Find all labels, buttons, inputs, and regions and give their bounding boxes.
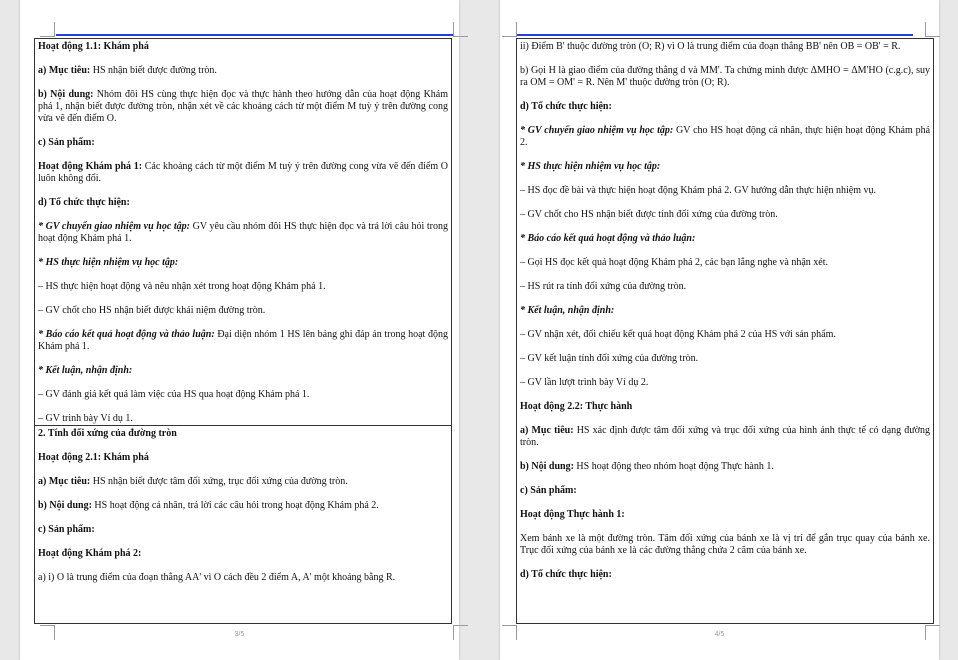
paragraph	[520, 401, 930, 413]
paragraph-text: – Gọi HS đọc kết quả hoạt động Khám phá 2, các bạn lắng nghe và nhận xét.	[520, 257, 828, 268]
paragraph	[38, 476, 448, 488]
paragraph-text: – HS thực hiện hoạt động và nêu nhận xét trong hoạt động Khám phá 1.	[38, 281, 326, 292]
paragraph-text: – GV chốt cho HS nhận biết được khái niệm đường tròn.	[38, 305, 266, 316]
paragraph	[38, 281, 448, 293]
content-table	[516, 38, 934, 624]
paragraph	[38, 257, 448, 269]
table-cell	[517, 39, 933, 581]
paragraph-text: HS hoạt động cá nhân, trả lời các câu hỏi trong hoạt động Khám phá 2.	[91, 500, 379, 511]
paragraph-label: c) Sản phẩm:	[38, 137, 95, 148]
paragraph	[520, 41, 930, 53]
header-rule	[516, 34, 913, 36]
paragraph	[38, 305, 448, 317]
paragraph	[38, 548, 448, 560]
table-cell	[35, 425, 451, 584]
table-cell	[35, 39, 451, 425]
paragraph-text: – HS đọc đề bài và thực hiện hoạt động Khám phá 2. GV hướng dẫn thực hiện nhiệm vụ.	[520, 185, 877, 196]
paragraph	[520, 377, 930, 389]
paragraph	[38, 389, 448, 401]
paragraph-label: * Báo cáo kết quả hoạt động và thảo luận:	[520, 233, 696, 244]
crop-mark	[502, 22, 517, 37]
paragraph	[38, 137, 448, 149]
paragraph	[520, 485, 930, 497]
paragraph	[38, 428, 448, 440]
paragraph	[520, 101, 930, 113]
paragraph-label: * GV chuyển giao nhiệm vụ học tập:	[38, 221, 191, 232]
document-page-4	[500, 0, 939, 660]
paragraph	[38, 572, 448, 584]
paragraph-text: – GV kết luận tính đối xứng của đường tròn.	[520, 353, 699, 364]
paragraph-label: Hoạt động 2.1: Khám phá	[38, 452, 149, 463]
paragraph-label: Hoạt động Khám phá 1:	[38, 161, 143, 172]
paragraph	[38, 65, 448, 77]
paragraph	[520, 425, 930, 449]
crop-mark	[453, 22, 468, 37]
header-rule	[56, 34, 453, 36]
paragraph-label: d) Tổ chức thực hiện:	[520, 569, 612, 580]
paragraph-text: HS xác định được tâm đối xứng và trục đối xứng của hình ảnh thực tế có dạng đường tròn.	[520, 425, 930, 448]
paragraph-text: HS nhận biết được tâm đối xứng, trục đối xứng của đường tròn.	[90, 476, 348, 487]
paragraph	[38, 221, 448, 245]
paragraph	[38, 41, 448, 53]
paragraph	[520, 161, 930, 173]
paragraph-label: * Báo cáo kết quả hoạt động và thảo luận:	[38, 329, 215, 340]
crop-mark	[925, 22, 940, 37]
paragraph	[38, 197, 448, 209]
document-page-3	[20, 0, 459, 660]
paragraph-label: * GV chuyển giao nhiệm vụ học tập:	[520, 125, 674, 136]
paragraph-label: c) Sản phẩm:	[38, 524, 95, 535]
paragraph	[520, 329, 930, 341]
paragraph-label: Hoạt động 1.1: Khám phá	[38, 41, 149, 52]
paragraph-label: a) Mục tiêu:	[520, 425, 574, 436]
paragraph	[520, 353, 930, 365]
paragraph-text: GV yêu cầu nhóm đôi HS thực hiện đọc và trả lời câu hỏi trong hoạt động Khám phá 1.	[38, 221, 449, 244]
paragraph-text: – GV lần lượt trình bày Ví dụ 2.	[520, 377, 649, 388]
paragraph-label: c) Sản phẩm:	[520, 485, 577, 496]
paragraph	[520, 509, 930, 521]
paragraph-text: b) Gọi H là giao điểm của đường thẳng d và MM'. Ta chứng minh được ΔMHO = ΔM'HO (c.g.c), suy ra OM = OM' = R. Nên M' thuộc đường tròn (O; R).	[520, 65, 930, 88]
content-table	[34, 38, 452, 624]
page-number: 4/5	[714, 631, 725, 638]
paragraph	[520, 257, 930, 269]
paragraph	[520, 233, 930, 245]
paragraph-text: HS nhận biết được đường tròn.	[90, 65, 217, 76]
paragraph-label: 2. Tính đối xứng của đường tròn	[38, 428, 177, 439]
paragraph	[38, 413, 448, 425]
paragraph-text: – HS rút ra tính đối xứng của đường tròn.	[520, 281, 687, 292]
paragraph-text: – GV trình bày Ví dụ 1.	[38, 413, 133, 424]
paragraph-label: Hoạt động Thực hành 1:	[520, 509, 625, 520]
paragraph	[520, 533, 930, 557]
crop-mark	[40, 22, 55, 37]
page-number: 3/5	[234, 631, 245, 638]
paragraph	[520, 209, 930, 221]
paragraph	[520, 461, 930, 473]
paragraph-text: Nhóm đôi HS cùng thực hiện đọc và thực hành theo hướng dẫn của hoạt động Khám phá 1, nhận biết được đường tròn, nhận xét về các khoảng cách từ một điểm M tuỳ ý trên đường cong vừa vẽ đến điểm O.	[38, 89, 449, 124]
paragraph-label: * Kết luận, nhận định:	[520, 305, 615, 316]
paragraph-label: Hoạt động Khám phá 2:	[38, 548, 142, 559]
paragraph-text: Xem bánh xe là một đường tròn. Tâm đối xứng của bánh xe là vị trí để gắn trục quay của bánh xe. Trục đối xứng của bánh xe là các đường thẳng chứa 2 căm của bánh xe.	[520, 533, 930, 556]
paragraph	[38, 524, 448, 536]
paragraph-text: GV cho HS hoạt động cá nhân, thực hiện hoạt động Khám phá 2.	[520, 125, 931, 148]
paragraph-text: – GV đánh giá kết quả làm việc của HS qua hoạt động Khám phá 1.	[38, 389, 310, 400]
paragraph-text: – GV chốt cho HS nhận biết được tính đối xứng của đường tròn.	[520, 209, 778, 220]
paragraph	[520, 281, 930, 293]
paragraph	[520, 185, 930, 197]
paragraph	[520, 125, 930, 149]
paragraph	[38, 161, 448, 185]
paragraph	[38, 452, 448, 464]
paragraph-label: d) Tổ chức thực hiện:	[38, 197, 130, 208]
paragraph-label: * HS thực hiện nhiệm vụ học tập:	[520, 161, 661, 172]
paragraph	[520, 569, 930, 581]
paragraph-label: Hoạt động 2.2: Thực hành	[520, 401, 633, 412]
paragraph	[38, 329, 448, 353]
paragraph-text: – GV nhận xét, đối chiếu kết quả hoạt động Khám phá 2 của HS với sản phẩm.	[520, 329, 836, 340]
paragraph	[38, 89, 448, 125]
paragraph-text: ii) Điểm B' thuộc đường tròn (O; R) vì O là trung điểm của đoạn thẳng BB' nên OB = OB' = R.	[520, 41, 901, 52]
paragraph-label: b) Nội dung:	[38, 89, 94, 100]
paragraph-label: a) Mục tiêu:	[38, 476, 91, 487]
paragraph	[520, 305, 930, 317]
paragraph-text: a) i) O là trung điểm của đoạn thẳng AA' vì O cách đều 2 điểm A, A' một khoảng bằng R.	[38, 572, 396, 583]
paragraph-text: HS hoạt động theo nhóm hoạt động Thực hành 1.	[573, 461, 774, 472]
paragraph-label: b) Nội dung:	[38, 500, 92, 511]
paragraph-text: Các khoảng cách từ một điểm M tuỳ ý trên đường cong vừa vẽ đến điểm O luôn không đổi.	[38, 161, 448, 184]
paragraph-label: d) Tổ chức thực hiện:	[520, 101, 612, 112]
paragraph	[38, 365, 448, 377]
paragraph-label: * Kết luận, nhận định:	[38, 365, 133, 376]
paragraph-label: a) Mục tiêu:	[38, 65, 91, 76]
paragraph-text: Đại diện nhóm 1 HS lên bảng ghi đáp án trong hoạt động Khám phá 1.	[38, 329, 448, 352]
paragraph-label: * HS thực hiện nhiệm vụ học tập:	[38, 257, 179, 268]
paragraph-label: b) Nội dung:	[520, 461, 574, 472]
paragraph	[38, 500, 448, 512]
paragraph	[520, 65, 930, 89]
